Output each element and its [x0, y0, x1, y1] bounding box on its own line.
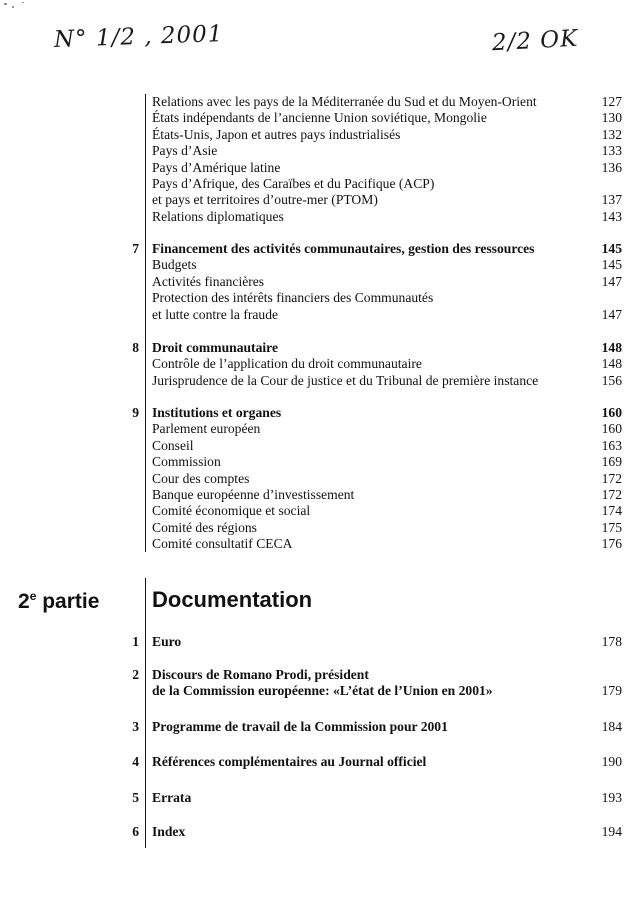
toc-row-title: Pays d’Amérique latine	[152, 159, 281, 175]
toc-row	[152, 209, 622, 225]
toc-row	[152, 520, 622, 536]
toc-row	[152, 356, 622, 372]
toc-row-title: et pays et territoires d’outre-mer (PTOM)	[152, 192, 378, 208]
chapter-title: Errata	[152, 790, 192, 805]
handwritten-annotation-left: N° 1/2 , 2001	[53, 21, 224, 53]
chapter-heading	[152, 405, 622, 421]
toc-doc-chapter-2	[152, 667, 622, 700]
chapter-title: Institutions et organes	[152, 405, 282, 420]
toc-row-page: 172	[601, 487, 622, 503]
toc-row-title: Relations diplomatiques	[152, 208, 284, 224]
toc-row	[152, 438, 622, 454]
toc-row	[152, 421, 622, 437]
chapter-title: Financement des activités communautaires, gestion des ressources	[152, 241, 535, 256]
toc-row-title: Comité économique et social	[152, 503, 311, 519]
part-label-word: partie	[36, 590, 100, 613]
toc-row	[152, 176, 622, 192]
toc-row-page: 130	[601, 110, 622, 126]
chapter-number: 8	[132, 340, 139, 355]
toc-row-title: Comité consultatif CECA	[152, 536, 293, 552]
toc-row-page: 137	[601, 192, 622, 208]
toc-row-title: Relations avec les pays de la Méditerranée du Sud et du Moyen-Orient	[152, 94, 537, 109]
handwritten-annotation-right: 2/2 OK	[491, 25, 579, 57]
toc-row	[152, 143, 622, 159]
chapter-page: 184	[601, 719, 622, 734]
toc-row	[152, 274, 622, 290]
toc-row	[152, 94, 622, 110]
toc-row	[152, 373, 622, 389]
chapter-number: 6	[132, 824, 139, 839]
chapter-heading	[152, 683, 622, 699]
toc-doc-chapter-4	[152, 754, 622, 770]
toc-row-title: Pays d’Afrique, des Caraïbes et du Pacifique (ACP)	[152, 176, 435, 192]
toc-row-page: 163	[601, 437, 622, 453]
chapter-number: 1	[132, 634, 139, 649]
toc-chapter-7	[152, 241, 622, 323]
toc-row	[152, 192, 622, 208]
chapter-number: 5	[132, 790, 139, 805]
toc-row	[152, 127, 622, 143]
toc-row-page: 145	[601, 257, 622, 273]
toc-row-page: 133	[601, 143, 622, 159]
toc-row-page: 174	[601, 503, 622, 519]
chapter-page: 148	[601, 340, 622, 355]
chapter-title: Droit communautaire	[152, 340, 278, 355]
vertical-rule-top	[145, 94, 146, 552]
toc-block-relations	[152, 94, 622, 225]
toc-row	[152, 487, 622, 503]
chapter-heading	[152, 824, 622, 840]
part-label-number: 2	[18, 590, 30, 613]
toc-row	[152, 257, 622, 273]
chapter-title: Index	[152, 824, 186, 839]
toc-row-page: 160	[601, 421, 622, 437]
toc-chapter-9	[152, 405, 622, 553]
toc-doc-chapter-1	[152, 634, 622, 650]
chapter-title: Euro	[152, 634, 182, 649]
toc-row	[152, 454, 622, 470]
toc-row	[152, 290, 622, 306]
toc-row-title: États indépendants de l’ancienne Union soviétique, Mongolie	[152, 110, 487, 126]
toc-row-page: 147	[601, 273, 622, 289]
toc-row-title: Parlement européen	[152, 421, 261, 437]
toc-row-title: Commission	[152, 454, 221, 470]
toc-row-title: et lutte contre la fraude	[152, 306, 279, 322]
toc-row-page: 147	[601, 306, 622, 322]
toc-row-title: Banque européenne d’investissement	[152, 487, 355, 503]
chapter-title-line-2: de la Commission européenne: «L’état de l’Union en 2001»	[152, 683, 493, 699]
chapter-title: Discours de Romano Prodi, président	[152, 667, 369, 682]
vertical-rule-bottom	[145, 578, 146, 848]
toc-row	[152, 160, 622, 176]
toc-doc-chapter-3	[152, 719, 622, 735]
chapter-heading	[152, 634, 622, 650]
toc-row-title: Activités financières	[152, 273, 265, 289]
toc-row	[152, 536, 622, 552]
toc-row-title: États-Unis, Japon et autres pays industrialisés	[152, 126, 401, 142]
chapter-page: 190	[601, 754, 622, 769]
chapter-page: 179	[601, 683, 622, 699]
chapter-title: Programme de travail de la Commission pour 2001	[152, 719, 448, 734]
chapter-number: 7	[132, 241, 139, 256]
toc-doc-chapter-6	[152, 824, 622, 840]
toc-row-page: 176	[601, 536, 622, 552]
toc-row-page: 172	[601, 470, 622, 486]
chapter-heading	[152, 241, 622, 257]
toc-row	[152, 110, 622, 126]
toc-row-page: 136	[601, 159, 622, 175]
part-label	[18, 589, 99, 614]
toc-row-page: 175	[601, 519, 622, 535]
toc-row-title: Pays d’Asie	[152, 143, 218, 159]
toc-row	[152, 503, 622, 519]
chapter-number: 3	[132, 719, 139, 734]
toc-row-page: 143	[601, 208, 622, 224]
chapter-heading	[152, 754, 622, 770]
toc-row-page: 148	[601, 356, 622, 372]
toc-chapter-8	[152, 340, 622, 389]
toc-row-title: Contrôle de l’application du droit communautaire	[152, 356, 422, 372]
part-title: Documentation	[152, 587, 313, 612]
toc-row-title: Jurisprudence de la Cour de justice et du Tribunal de première instance	[152, 372, 539, 388]
chapter-page: 194	[601, 824, 622, 839]
scan-speck	[4, 3, 7, 5]
chapter-number: 2	[132, 667, 139, 682]
toc-doc-chapter-5	[152, 790, 622, 806]
chapter-page: 193	[601, 790, 622, 805]
chapter-page: 145	[601, 241, 622, 256]
chapter-title: Références complémentaires au Journal officiel	[152, 754, 427, 769]
scan-speck	[12, 6, 14, 8]
toc-row-title: Comité des régions	[152, 519, 257, 535]
toc-row	[152, 307, 622, 323]
toc-row-page: 156	[601, 372, 622, 388]
toc-row-title: Cour des comptes	[152, 470, 250, 486]
chapter-heading	[152, 719, 622, 735]
chapter-heading	[152, 790, 622, 806]
part-label-ordinal: e	[29, 589, 37, 603]
toc-row-page: 169	[601, 454, 622, 470]
toc-row-title: Protection des intérêts financiers des Communautés	[152, 290, 434, 306]
chapter-page: 160	[601, 405, 622, 420]
toc-row-page: 127	[601, 94, 622, 109]
toc-row-page: 132	[601, 126, 622, 142]
chapter-page: 178	[601, 634, 622, 649]
chapter-heading	[152, 340, 622, 356]
scan-speck	[22, 2, 24, 3]
chapter-number: 9	[132, 405, 139, 420]
toc-row	[152, 471, 622, 487]
chapter-number: 4	[132, 754, 139, 769]
chapter-heading	[152, 667, 622, 683]
toc-row-title: Conseil	[152, 437, 194, 453]
toc-row-title: Budgets	[152, 257, 197, 273]
